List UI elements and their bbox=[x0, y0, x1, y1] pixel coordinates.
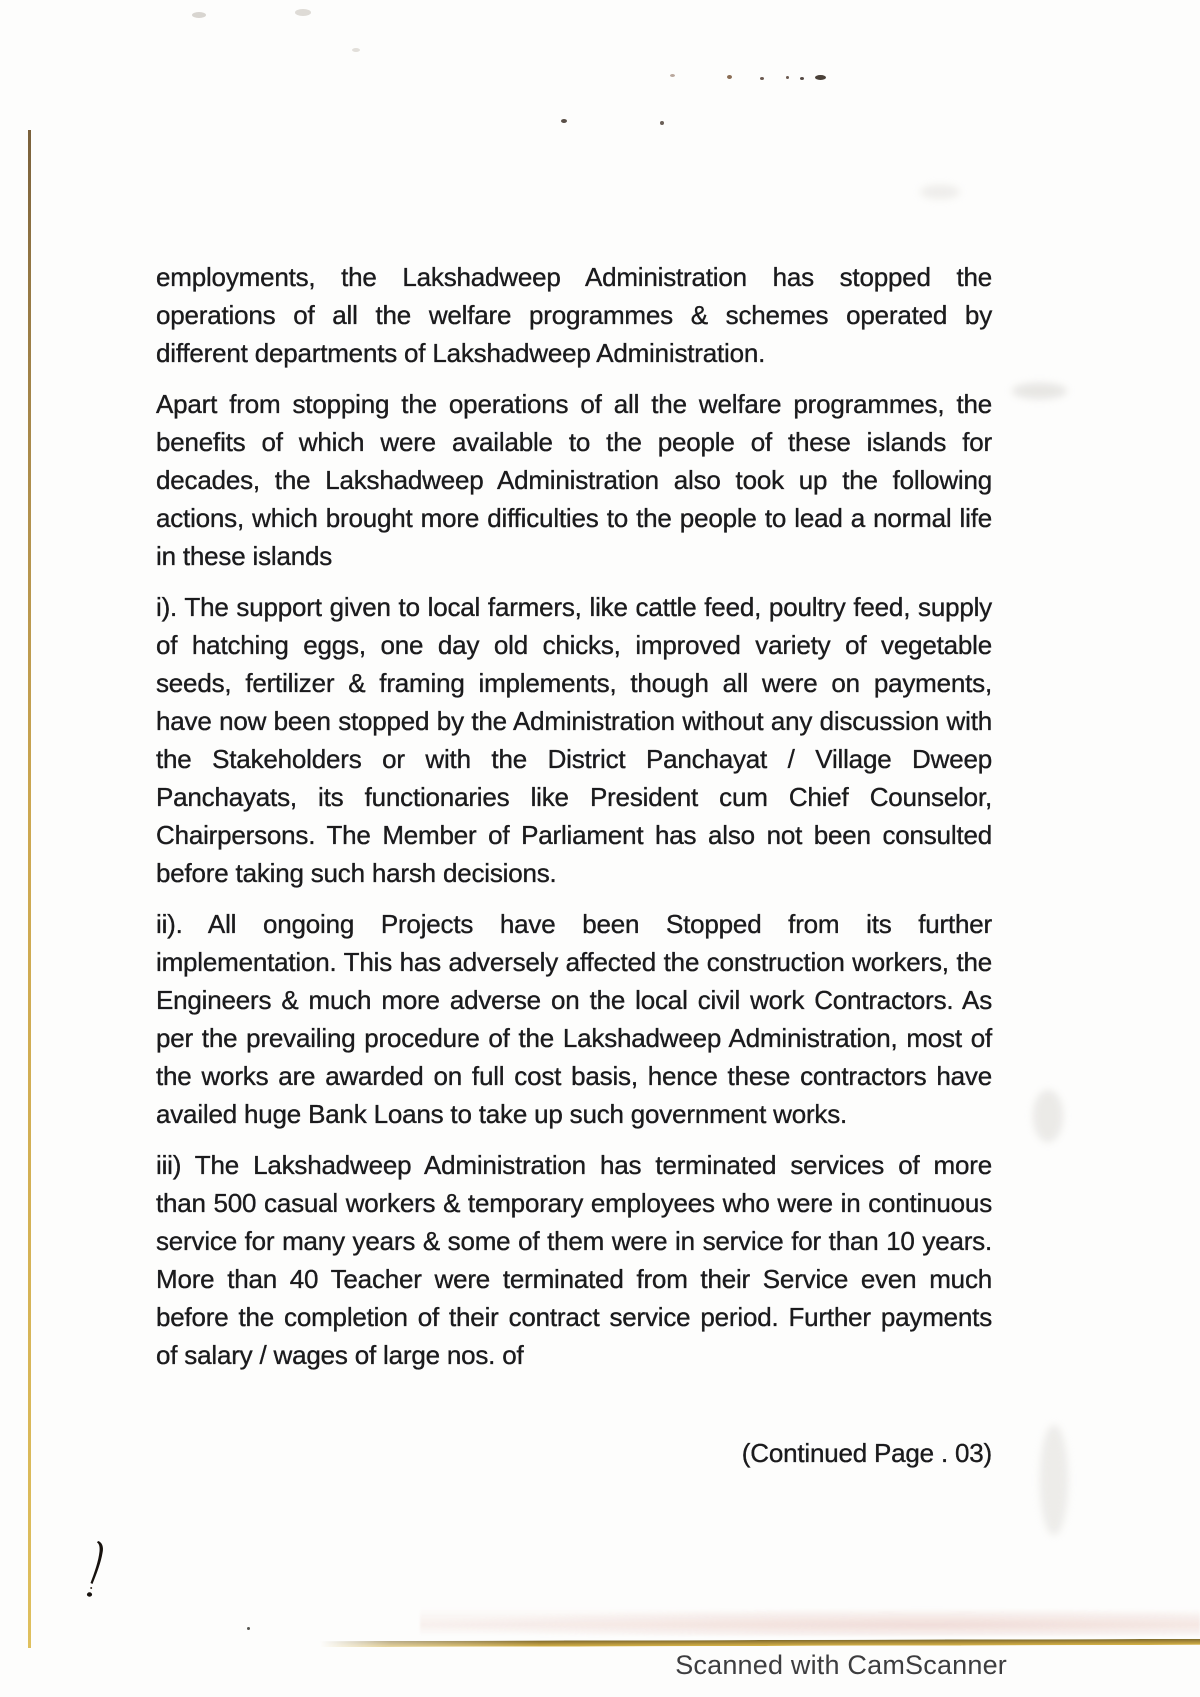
dust-speck bbox=[760, 77, 764, 80]
handwritten-pen-mark bbox=[78, 1538, 114, 1604]
dust-speck bbox=[660, 121, 664, 125]
scan-smudge bbox=[920, 185, 960, 199]
dust-speck bbox=[192, 12, 206, 18]
dust-speck bbox=[561, 119, 567, 123]
page-bottom-edge-line bbox=[320, 1639, 1200, 1647]
scan-smudge bbox=[1040, 1425, 1068, 1535]
scan-smudge bbox=[1012, 383, 1067, 399]
paragraph-item-iii: iii) The Lakshadweep Administration has terminated services of more than 500 casual workers & temporary employees who were in continuous service for many years & some of them were in service for than 10 years. More than 40 Teacher were terminated from their Service even much before the completion of their contract service period. Further payments of salary / wages of large nos. of bbox=[156, 1150, 992, 1370]
pink-smudge bbox=[420, 1608, 1200, 1636]
dust-speck bbox=[815, 75, 826, 80]
page-left-edge-line bbox=[28, 130, 31, 1648]
continued-page-note: (Continued Page . 03) bbox=[741, 1438, 992, 1468]
paragraph-intro: employments, the Lakshadweep Administration has stopped the operations of all the welfare programmes & schemes operated by different departments of Lakshadweep Administration. bbox=[156, 262, 992, 368]
paragraph-item-ii: ii). All ongoing Projects have been Stopped from its further implementation. This has adversely affected the construction workers, the Engineers & much more adverse on the local civil work Contractors. As per the prevailing procedure of the Lakshadweep Administration, most of the works are awarded on full cost basis, hence these contractors have availed huge Bank Loans to take up such government works. bbox=[156, 909, 992, 1129]
paragraph-item-i: i). The support given to local farmers, like cattle feed, poultry feed, supply of hatching eggs, one day old chicks, improved variety of vegetable seeds, fertilizer & framing implements, though all were on payments, have now been stopped by the Administration without any discussion with the Stakeholders or with the District Panchayat / Village Dweep Panchayats, its functionaries like President cum Chief Counselor, Chairpersons. The Member of Parliament has also not been consulted before taking such harsh decisions. bbox=[156, 592, 992, 888]
dust-speck bbox=[786, 76, 789, 79]
dust-speck bbox=[727, 75, 732, 79]
dust-speck bbox=[352, 48, 360, 52]
dust-speck bbox=[247, 1627, 250, 1630]
camscanner-watermark: Scanned with CamScanner bbox=[675, 1650, 1007, 1680]
scan-smudge bbox=[1033, 1090, 1063, 1142]
dust-speck bbox=[295, 9, 311, 16]
paragraph-apart-from: Apart from stopping the operations of all the welfare programmes, the benefits of which were available to the people of these islands for decades, the Lakshadweep Administration also took up the following actions, which brought more difficulties to the people to lead a normal life in these islands bbox=[156, 389, 992, 571]
document-text-block bbox=[156, 258, 992, 1485]
dust-speck bbox=[800, 77, 804, 80]
dust-speck bbox=[670, 74, 675, 77]
